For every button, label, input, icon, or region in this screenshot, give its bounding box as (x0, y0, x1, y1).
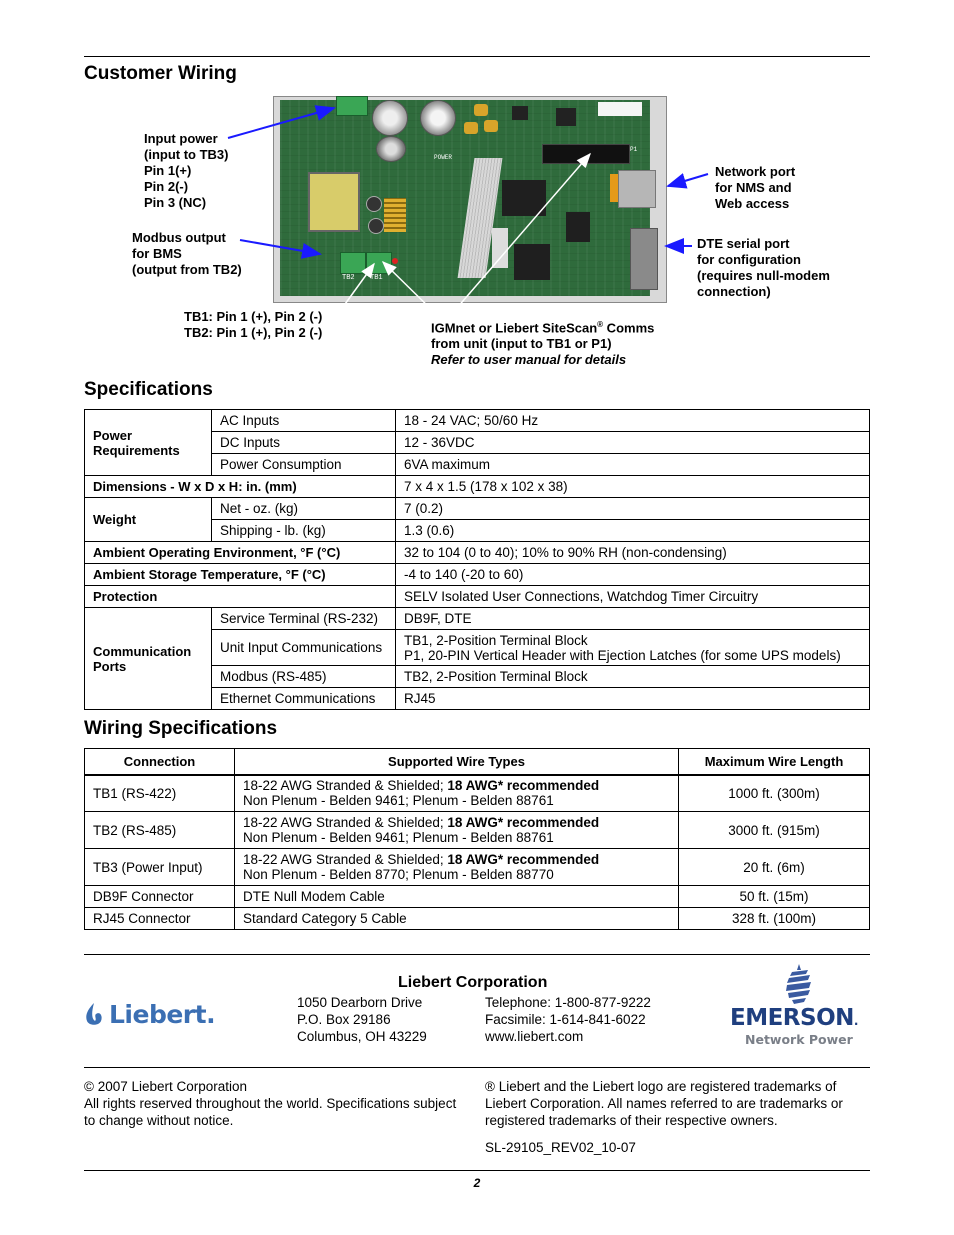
network-power-text: Network Power (745, 1032, 853, 1047)
company-name: Liebert Corporation (398, 974, 548, 991)
table-cell: DTE Null Modem Cable (235, 886, 679, 908)
trademark-line: registered trademarks of their respective owners. (485, 1113, 778, 1128)
callout-line: for configuration (697, 252, 801, 267)
footer-rule (84, 954, 870, 955)
table-cell: Unit Input Communications (212, 630, 396, 666)
table-cell: 1.3 (0.6) (396, 520, 870, 542)
table-cell: DB9F, DTE (396, 608, 870, 630)
table-cell: Ethernet Communications (212, 688, 396, 710)
copyright-line: © 2007 Liebert Corporation (84, 1079, 248, 1094)
callout-line: for NMS and (715, 180, 792, 195)
power-label: POWER (434, 154, 453, 161)
callout-line: (output from TB2) (132, 262, 242, 277)
contact-line: www.liebert.com (485, 1029, 584, 1044)
table-cell: 328 ft. (100m) (679, 908, 870, 930)
emerson-globe-icon (784, 964, 814, 1008)
table-cell: 32 to 104 (0 to 40); 10% to 90% RH (non-condensing) (396, 542, 870, 564)
table-cell: SELV Isolated User Connections, Watchdog Timer Circuitry (396, 586, 870, 608)
table-cell: AC Inputs (212, 410, 396, 432)
callout-line: Pin 2(-) (144, 179, 189, 194)
table-row (85, 564, 870, 586)
trademark-line: ® Liebert and the Liebert logo are registered trademarks of (485, 1079, 837, 1094)
table-cell (235, 775, 679, 812)
table-cell: Ambient Operating Environment, °F (°C) (85, 542, 396, 564)
column-header: Connection (85, 749, 235, 775)
input-power-arrow (228, 108, 334, 138)
copyright-line: All rights reserved throughout the world. Specifications subject (84, 1096, 457, 1111)
igmnet-arrow-p1 (450, 154, 590, 316)
table-cell: Shipping - lb. (kg) (212, 520, 396, 542)
cell-line (243, 815, 670, 830)
table-row (85, 908, 870, 930)
table-cell: Dimensions - W x D x H: in. (mm) (85, 476, 396, 498)
address-line: Columbus, OH 43229 (297, 1029, 427, 1044)
callout-text: IGMnet or Liebert SiteScan (431, 320, 598, 336)
address-line: 1050 Dearborn Drive (297, 995, 423, 1010)
callout-text: Comms (603, 320, 655, 336)
emerson-wordmark (730, 1006, 872, 1033)
callout-line: Network port (715, 164, 796, 179)
callout-network-port (715, 164, 795, 212)
emerson-text: EMERSON (730, 1005, 854, 1031)
cell-line: P1, 20-PIN Vertical Header with Ejection Latches (for some UPS models) (404, 647, 841, 663)
callout-modbus (132, 230, 242, 278)
callout-line: DTE serial port (697, 236, 790, 251)
copyright-block (84, 1078, 456, 1129)
callout-line: connection) (697, 284, 771, 299)
callout-igmnet (431, 317, 654, 368)
table-row (85, 775, 870, 812)
callout-input-power (144, 131, 228, 211)
table-cell: Protection (85, 586, 396, 608)
table-row (85, 886, 870, 908)
emerson-dot: . (853, 1014, 858, 1028)
callout-line: TB2: Pin 1 (+), Pin 2 (-) (184, 325, 323, 340)
table-cell: Power Requirements (85, 410, 212, 476)
wiring-table (84, 748, 870, 930)
table-cell: 18 - 24 VAC; 50/60 Hz (396, 410, 870, 432)
table-cell (235, 812, 679, 849)
cell-text: 18-22 AWG Stranded & Shielded; (243, 815, 448, 830)
table-row (85, 542, 870, 564)
network-port-arrow (668, 174, 708, 186)
table-row (85, 849, 870, 886)
contact-line: Facsimile: 1-614-841-6022 (485, 1012, 646, 1027)
table-cell: 3000 ft. (915m) (679, 812, 870, 849)
table-cell: 7 x 4 x 1.5 (178 x 102 x 38) (396, 476, 870, 498)
modbus-arrow (240, 240, 320, 254)
callout-line: (input to TB3) (144, 147, 229, 162)
tb2-label: TB2 (342, 274, 355, 282)
callout-line: from unit (input to TB1 or P1) (431, 336, 612, 352)
table-cell: Power Consumption (212, 454, 396, 476)
table-cell: Service Terminal (RS-232) (212, 608, 396, 630)
table-cell: TB2, 2-Position Terminal Block (396, 666, 870, 688)
section-title-wiring-specifications: Wiring Specifications (84, 718, 278, 739)
callout-line: Modbus output (132, 230, 226, 245)
igmnet-arrow-tb1 (383, 262, 438, 316)
cell-line (243, 852, 670, 867)
copyright-line: to change without notice. (84, 1113, 234, 1128)
table-row (85, 812, 870, 849)
table-cell: 12 - 36VDC (396, 432, 870, 454)
cell-text-bold: 18 AWG* recommended (447, 815, 600, 830)
footer-rule-3 (84, 1170, 870, 1171)
contact-line: Telephone: 1-800-877-9222 (485, 995, 651, 1010)
table-cell: TB3 (Power Input) (85, 849, 235, 886)
table-header-row (85, 749, 870, 775)
callout-dte-port (697, 236, 830, 300)
table-row (85, 608, 870, 630)
address-block (297, 994, 427, 1045)
table-cell: -4 to 140 (-20 to 60) (396, 564, 870, 586)
p1-label: P1 (630, 146, 638, 153)
table-cell: Net - oz. (kg) (212, 498, 396, 520)
table-cell: DB9F Connector (85, 886, 235, 908)
callout-line: Pin 1(+) (144, 163, 192, 178)
tb1-label: TB1 (370, 274, 383, 282)
specifications-table (84, 409, 870, 710)
table-cell: 1000 ft. (300m) (679, 775, 870, 812)
callout-line: TB1: Pin 1 (+), Pin 2 (-) (184, 309, 323, 324)
section-title-specifications: Specifications (84, 379, 213, 400)
address-line: P.O. Box 29186 (297, 1012, 391, 1027)
cell-text: 18-22 AWG Stranded & Shielded; (243, 852, 448, 867)
table-cell: 6VA maximum (396, 454, 870, 476)
trademark-block (485, 1078, 843, 1129)
liebert-logo (83, 1000, 215, 1029)
table-cell: TB1 (RS-422) (85, 775, 235, 812)
liebert-flame-icon (83, 1002, 105, 1028)
table-cell: Standard Category 5 Cable (235, 908, 679, 930)
table-cell: Ambient Storage Temperature, °F (°C) (85, 564, 396, 586)
cell-line: Non Plenum - Belden 8770; Plenum - Belden 88770 (243, 867, 554, 882)
footer-rule-2 (84, 1067, 870, 1068)
callout-line (431, 317, 654, 336)
cell-text-bold: 18 AWG* recommended (447, 778, 600, 794)
table-row (85, 498, 870, 520)
cell-text: 18-22 AWG Stranded & Shielded; (243, 778, 448, 794)
table-cell: RJ45 (396, 688, 870, 710)
page-number: 2 (473, 1176, 481, 1190)
trademark-line: Liebert Corporation. All names referred to are trademarks or (485, 1096, 843, 1111)
callout-line: for BMS (132, 246, 182, 261)
section-title-customer-wiring: Customer Wiring (84, 63, 237, 84)
table-cell: RJ45 Connector (85, 908, 235, 930)
table-cell: 7 (0.2) (396, 498, 870, 520)
table-cell: 50 ft. (15m) (679, 886, 870, 908)
tb-pins-arrow (335, 264, 374, 318)
callout-line: Pin 3 (NC) (144, 195, 207, 210)
contact-block (485, 994, 651, 1045)
table-cell: DC Inputs (212, 432, 396, 454)
registered-mark: ® (597, 320, 604, 329)
cell-line: Non Plenum - Belden 9461; Plenum - Belden 88761 (243, 793, 554, 809)
table-row (85, 586, 870, 608)
callout-line: (requires null-modem (697, 268, 830, 283)
document-id: SL-29105_REV02_10-07 (485, 1140, 636, 1155)
cell-line: TB1, 2-Position Terminal Block (404, 632, 588, 648)
callout-line: Web access (715, 196, 790, 211)
cell-line: Non Plenum - Belden 9461; Plenum - Belden 88761 (243, 830, 554, 845)
table-cell: 20 ft. (6m) (679, 849, 870, 886)
table-row (85, 410, 870, 432)
table-cell: Weight (85, 498, 212, 542)
table-cell: Communication Ports (85, 608, 212, 710)
column-header: Maximum Wire Length (679, 749, 870, 775)
emerson-logo (730, 964, 872, 1047)
table-cell (396, 630, 870, 666)
liebert-wordmark: Liebert. (109, 1000, 216, 1029)
table-cell (235, 849, 679, 886)
table-cell: TB2 (RS-485) (85, 812, 235, 849)
table-cell: Modbus (RS-485) (212, 666, 396, 688)
callout-tb-pins (184, 309, 322, 341)
callout-line: Refer to user manual for details (431, 352, 627, 368)
cell-line (243, 778, 670, 793)
callout-line: Input power (144, 131, 218, 146)
cell-text-bold: 18 AWG* recommended (447, 852, 600, 867)
column-header: Supported Wire Types (235, 749, 679, 775)
table-row (85, 476, 870, 498)
